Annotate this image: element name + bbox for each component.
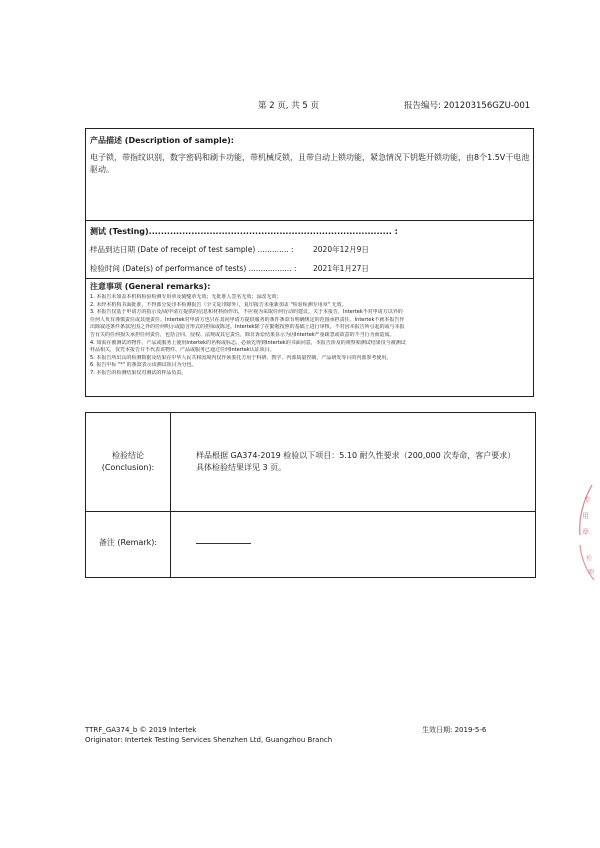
conclusion-label	[86, 450, 170, 474]
remark-line: 4. 如需在被测试的物件、产品或服务上使用Intertek的名称或标志，必须先得到Intertek的书面同意，本报告涉及的观察和测试结果仅与被测试	[90, 339, 406, 346]
svg-text:专: 专	[584, 496, 591, 504]
testing-title: 测试 (Testing)................................................................................ :	[90, 227, 398, 236]
remark-label: 备注 (Remark):	[98, 538, 158, 547]
remark-line: 5. 本报告所出具的检测数据及结果在中华人民共和国境内仅作须委托方用于科研、教学、内部质量控制、产品研发等目的内部参考使用。	[90, 354, 392, 361]
description-title: 产品描述 (Description of sample):	[90, 136, 234, 145]
remark-line: 1. 本报告未加盖本机构检验检测专用章及骑缝章无效；无批准人签名无效；涂改无效；	[90, 294, 282, 300]
svg-text:测: 测	[588, 569, 595, 576]
conclusion-label-cn: 检验结论	[112, 451, 144, 460]
performance-date-value: 2021年1月27日	[313, 264, 369, 273]
effective-date: 生效日期: 2019-5-6	[422, 726, 487, 734]
remarks-list	[90, 294, 532, 378]
conclusion-line: 样品根据 GA374-2019 检验以下项目：5.10 耐久性要求（200,000 次寿命，客户要求）	[196, 451, 516, 460]
sample-info-box	[85, 128, 534, 397]
form-code: TTRF_GA374_b © 2019 Intertek	[85, 726, 197, 734]
seal-stamp-icon	[570, 480, 600, 590]
originator: Originator: Intertek Testing Services Shenzhen Ltd, Guangzhou Branch	[85, 736, 333, 744]
remark-line: 6. 报告中标 "*" 的条款表示该测试项目为分包。	[90, 362, 197, 369]
divider	[86, 220, 533, 221]
description-text: 电子锁，带指纹识别，数字密码和刷卡功能，带机械反锁，且带自动上锁功能，紧急情况下钥匙开锁功能，由8个1.5V干电池驱动。	[90, 153, 530, 174]
report-number: 报告编号: 201203156GZU-001	[404, 101, 531, 111]
remark-line: 2. 未经本机构书面批准，不得部分复印本检测报告（全文复印除外），复印报告未重新加盖 "检验检测专用章" 无效。	[90, 301, 347, 308]
svg-text:章: 章	[582, 528, 589, 536]
remark-line: 告有关的任何损失承担任何责任，包括合同、侵权、法规或其它责任，除非诉讼结果显示为因Intertek严重疏忽或故意的不当行为而造成。	[90, 331, 395, 338]
remark-line: 7. 本报告的检测结果仅对测试的样品负责。	[90, 369, 187, 376]
conclusion-label-en: (Conclusion):	[101, 463, 155, 472]
divider	[86, 278, 533, 279]
svg-text:检: 检	[586, 555, 593, 562]
footer-left	[85, 725, 332, 745]
remark-line: 样品相关，仅凭本报告并不代表该物件、产品或服务已通过任何Intertek认证项目。	[90, 347, 275, 354]
conclusion-text	[196, 450, 531, 474]
conclusion-line: 具体检验结果详见 3 页。	[196, 463, 287, 472]
receipt-date-label: 样品到达日期 (Date of receipt of test sample) ............. :	[90, 245, 294, 254]
remark-line: 3. 本报告仅基于申请方的指示及/或申请方提供的信息和材料而作出，不应视为采取任何行动的建议。关于本报告，Intertek不对申请方以外的	[90, 309, 403, 316]
divider	[86, 511, 535, 512]
performance-date-label: 检验时间 (Date(s) of performance of tests) .................. :	[90, 264, 297, 273]
remarks-title: 注意事项 (General remarks):	[90, 282, 211, 291]
column-divider	[170, 413, 171, 577]
page-number: 第 2 页, 共 5 页	[258, 101, 320, 111]
conclusion-box	[85, 412, 536, 578]
remark-line: 任何人负有谨慎责任或其他责任。Intertek对申请方也只在其向申请方提供服务的条件条款有明确规定的范围承担责任。Intertek不就本报告作	[90, 316, 405, 323]
receipt-date-value: 2020年12月9日	[313, 245, 369, 254]
svg-text:用: 用	[582, 512, 589, 520]
remark-value-dash	[196, 543, 251, 544]
remark-line: 出除叙述条件条款范围之外的任何明示或隐含形式的担保或陈述。Intertek除了在勤勉按照的基础上进行审核，不对因本报告所引起的或与本报	[90, 324, 405, 331]
